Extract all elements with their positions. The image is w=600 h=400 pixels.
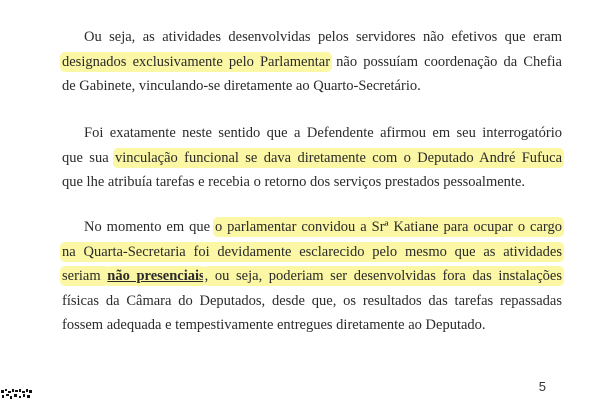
body-text: de Gabinete, vinculando-se diretamente ao Quarto-Secretário.: [62, 78, 421, 94]
highlighted-text: vinculação funcional se dava diretamente com o Deputado André Fufuca: [115, 149, 563, 166]
body-text: não possuíam coordenação da Chefia: [330, 53, 562, 70]
body-text: físicas da Câmara do Deputados, desde que, os resultados das tarefas repassadas: [62, 292, 562, 309]
highlighted-text: o parlamentar convidou a Srª Katiane para ocupar o cargo: [214, 219, 562, 235]
qr-code-fragment: [0, 388, 34, 400]
paragraph-3: [62, 215, 562, 338]
text-line: [62, 146, 562, 171]
text-line: [62, 264, 562, 289]
text-line: [62, 240, 562, 265]
page-number: 5: [538, 379, 546, 394]
text-line: [62, 170, 562, 195]
body-text: que lhe atribuía tarefas e recebia o retorno dos serviços prestados pessoalmente.: [62, 174, 526, 190]
body-text: que sua: [62, 149, 115, 166]
highlighted-text: seriam: [62, 268, 108, 284]
highlighted-text: na Quarta-Secretaria foi devidamente esclarecido pelo mesmo que as atividades: [62, 243, 562, 260]
highlighted-text: designados exclusivamente pelo Parlamentar: [62, 53, 331, 70]
paragraph-1: [62, 25, 562, 99]
highlighted-text: , ou seja, poderiam ser desenvolvidas fora das instalações: [204, 268, 562, 284]
body-text: Ou seja, as atividades desenvolvidas pelos servidores não efetivos que eram: [84, 29, 562, 45]
text-line: [62, 289, 562, 314]
body-text: Foi exatamente neste sentido que a Defendente afirmou em seu interrogatório: [84, 125, 562, 141]
paragraph-2: [62, 121, 562, 195]
emphasized-text: não presenciais: [107, 268, 205, 284]
text-line: [62, 121, 562, 146]
body-text: fossem adequada e tempestivamente entregues diretamente ao Deputado.: [62, 317, 486, 333]
text-line: [62, 25, 562, 50]
body-text: No momento em que: [84, 219, 215, 235]
text-line: [62, 50, 562, 75]
text-line: [62, 74, 562, 99]
text-line: [62, 215, 562, 240]
text-line: [62, 313, 562, 338]
